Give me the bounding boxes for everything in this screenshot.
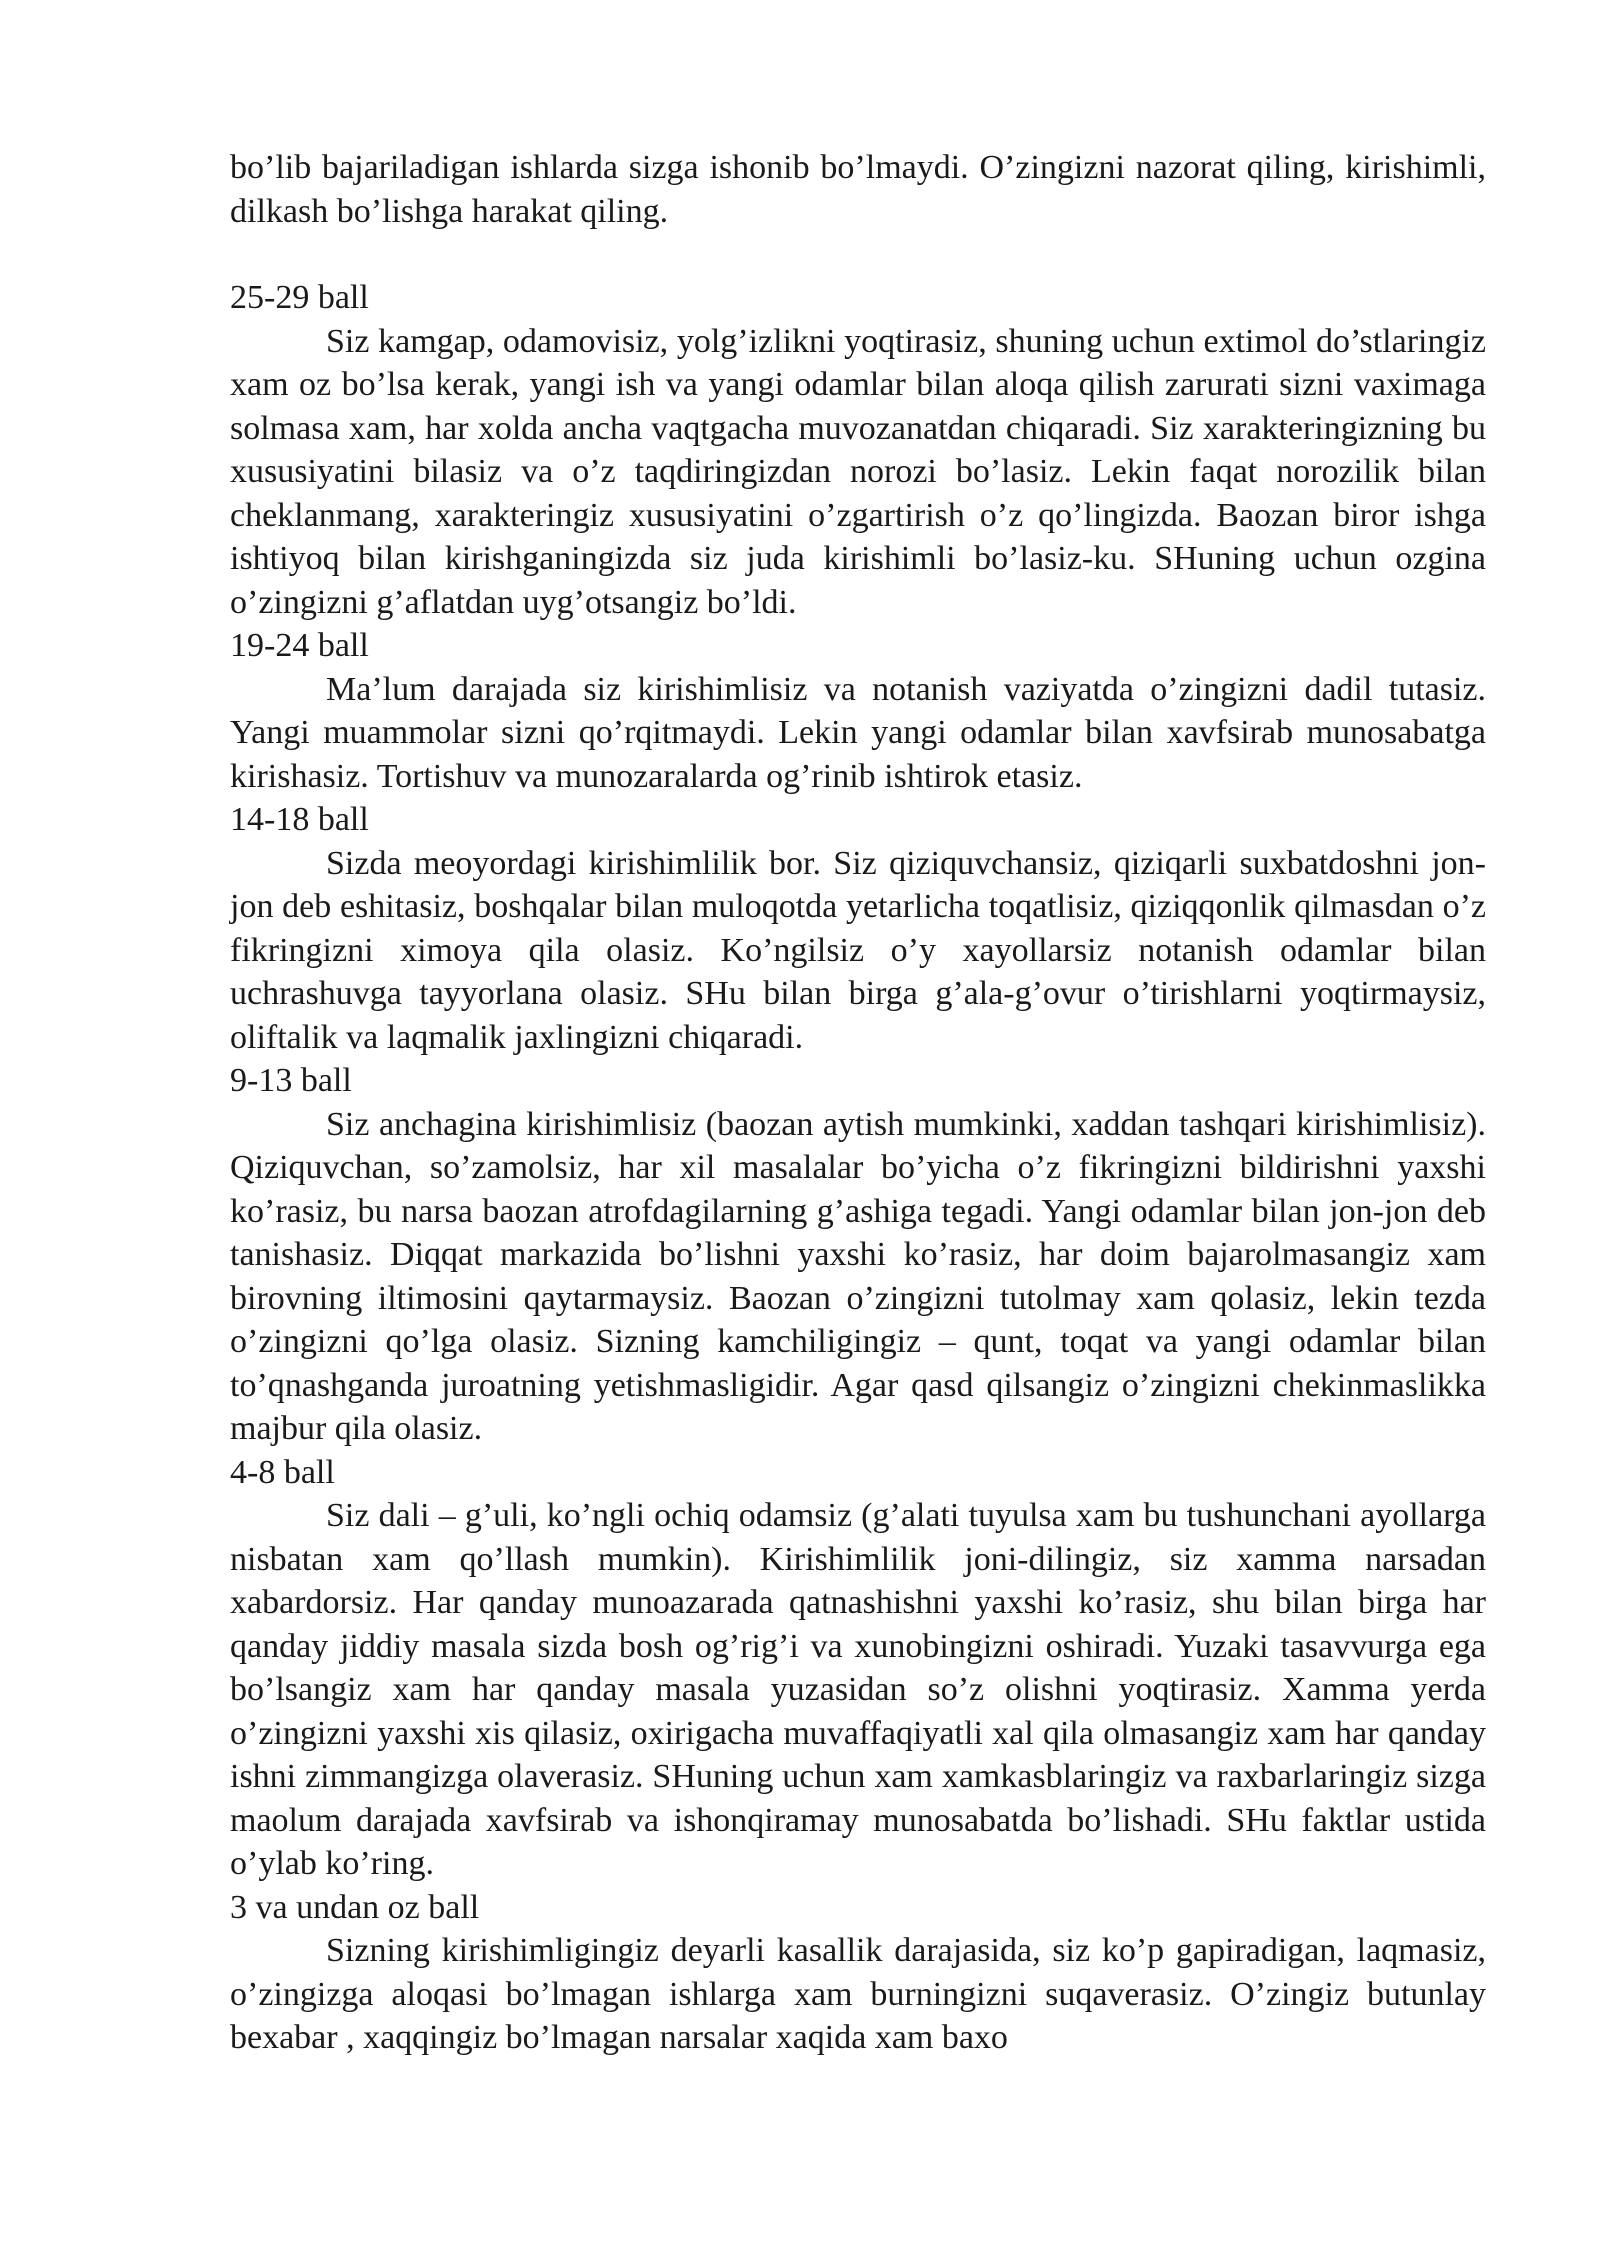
section-14-18 (230, 798, 1486, 1059)
section-paragraph: Siz anchagina kirishimlisiz (baozan aytish mumkinki, xaddan tashqari kirishimlisiz). Qiziquvchan, so’zamolsiz, har xil masalalar bo’yicha o’z fikringizni bildirishni yaxshi ko’rasiz, bu narsa baozan atrofdagilarning g’ashiga tegadi. Yangi odamlar bilan jon-jon deb tanishasiz. Diqqat markazida bo’lishni yaxshi ko’rasiz, har doim bajarolmasangiz xam birovning iltimosini qaytarmaysiz. Baozan o’zingizni tutolmay xam qolasiz, lekin tezda o’zingizni qo’lga olasiz. Sizning kamchiligingiz – qunt, toqat va yangi odamlar bilan to’qnashganda juroatning yetishmasligidir. Agar qasd qilsangiz o’zingizni chekinmaslikka majbur qila olasiz. (230, 1105, 1486, 1447)
intro-paragraph: bo’lib bajariladigan ishlarda sizga ishonib bo’lmaydi. O’zingizni nazorat qiling, kirishimli, dilkash bo’lishga harakat qiling. (230, 149, 1486, 230)
section-paragraph: Sizning kirishimligingiz deyarli kasallik darajasida, siz ko’p gapiradigan, laqmasiz, o’zingizga aloqasi bo’lmagan ishlarga xam burningizni suqaverasiz. O’zingiz butunlay bexabar , xaqqingiz bo’lmagan narsalar xaqida xam baxo (230, 1932, 1486, 2056)
section-3-and-below (230, 1886, 1486, 2060)
section-heading: 3 va undan oz ball (230, 1888, 480, 1926)
section-paragraph: Siz kamgap, odamovisiz, yolg’izlikni yoqtirasiz, shuning uchun extimol do’stlaringiz xam oz bo’lsa kerak, yangi ish va yangi odamlar bilan aloqa qilish zarurati sizni vaximaga solmasa xam, har xolda ancha vaqtgacha muvozanatdan chiqaradi. Siz xarakteringizning bu xususiyatini bilasiz va o’z taqdiringizdan norozi bo’lasiz. Lekin faqat norozilik bilan cheklanmang, xarakteringiz xususiyatini o’zgartirish o’z qo’lingizda. Baozan biror ishga ishtiyoq bilan kirishganingizda siz juda kirishimli bo’lasiz-ku. SHuning uchun ozgina o’zingizni g’aflatdan uyg’otsangiz bo’ldi. (230, 322, 1486, 621)
section-4-8 (230, 1451, 1486, 1886)
section-heading: 14-18 ball (230, 801, 369, 838)
section-paragraph: Ma’lum darajada siz kirishimlisiz va notanish vaziyatda o’zingizni dadil tutasiz. Yangi muammolar sizni qo’rqitmaydi. Lekin yangi odamlar bilan xavfsirab munosabatga kirishasiz. Tortishuv va munozaralarda og’rinib ishtirok etasiz. (230, 670, 1486, 795)
section-9-13 (230, 1059, 1486, 1451)
section-heading: 25-29 ball (230, 279, 369, 316)
section-19-24 (230, 624, 1486, 798)
section-25-29 (230, 276, 1486, 624)
paragraph-spacer (230, 233, 1486, 276)
document-page (230, 146, 1486, 2060)
section-heading: 4-8 ball (230, 1453, 335, 1491)
section-heading: 9-13 ball (230, 1062, 352, 1099)
section-heading: 19-24 ball (230, 627, 369, 664)
section-paragraph: Siz dali – g’uli, ko’ngli ochiq odamsiz (g’alati tuyulsa xam bu tushunchani ayollarga nisbatan xam qo’llash mumkin). Kirishimlilik joni-dilingiz, siz xamma narsadan xabardorsiz. Har qanday munoazarada qatnashishni yaxshi ko’rasiz, shu bilan birga har qanday jiddiy masala sizda bosh og’rig’i va xunobingizni oshiradi. Yuzaki tasavvurga ega bo’lsangiz xam har qanday masala yuzasidan so’z olishni yoqtirasiz. Xamma yerda o’zingizni yaxshi xis qilasiz, oxirigacha muvaffaqiyatli xal qila olmasangiz xam har qanday ishni zimmangizga olaverasiz. SHuning uchun xam xamkasblaringiz va raxbarlaringiz sizga maolum darajada xavfsirab va ishonqiramay munosabatda bo’lishadi. SHu faktlar ustida o’ylab ko’ring. (230, 1497, 1486, 1882)
section-paragraph: Sizda meoyordagi kirishimlilik bor. Siz qiziquvchansiz, qiziqarli suxbatdoshni jon-jon deb eshitasiz, boshqalar bilan muloqotda yetarlicha toqatlisiz, qiziqqonlik qilmasdan o’z fikringizni ximoya qila olasiz. Ko’ngilsiz o’y xayollarsiz notanish odamlar bilan uchrashuvga tayyorlana olasiz. SHu bilan birga g’ala-g’ovur o’tirishlarni yoqtirmaysiz, oliftalik va laqmalik jaxlingizni chiqaradi. (230, 844, 1486, 1056)
